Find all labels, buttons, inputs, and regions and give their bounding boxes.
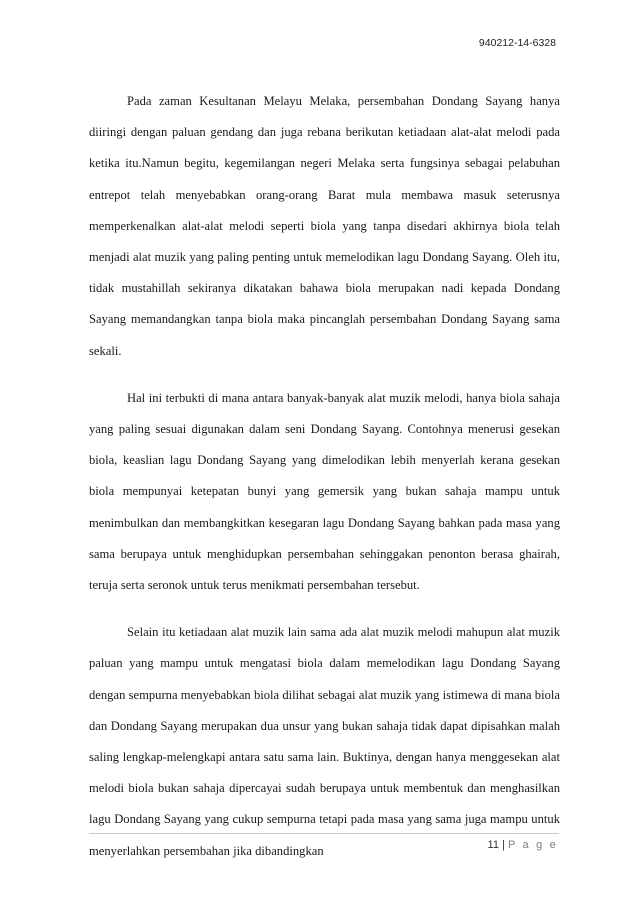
footer-divider <box>89 833 559 834</box>
page-label: P a g e <box>507 839 558 851</box>
paragraph-1: Pada zaman Kesultanan Melayu Melaka, persembahan Dondang Sayang hanya diiringi dengan paluan gendang dan juga rebana berikutan ketiadaan alat-alat melodi pada ketika itu.Namun begitu, kegemilangan negeri Melaka serta fungsinya sebagai pelabuhan entrepot telah menyebabkan orang-orang Barat mula membawa masuk seterusnya memperkenalkan alat-alat melodi seperti biola yang tanpa disedari akhirnya biola telah menjadi alat muzik yang paling penting untuk memelodikan lagu Dondang Sayang. Oleh itu, tidak mustahillah sekiranya dikatakan bahawa biola merupakan nadi kepada Dondang Sayang memandangkan tanpa biola maka pincanglah persembahan Dondang Sayang sama sekali. <box>89 94 560 358</box>
paragraph-3: Selain itu ketiadaan alat muzik lain sama ada alat muzik melodi mahupun alat muzik paluan yang mampu untuk mengatasi biola dalam memelodikan lagu Dondang Sayang dengan sempurna menyebabkan biola dilihat sebagai alat muzik yang istimewa di mana biola dan Dondang Sayang merupakan dua unsur yang bukan sahaja tidak dapat dipisahkan malah saling lengkap-melengkapi antara satu sama lain. Buktinya, dengan hanya menggesekan alat melodi biola bukan sahaja dipercayai sudah berupaya untuk membentuk dan menghasilkan lagu Dondang Sayang yang cukup sempurna tetapi pada masa yang sama juga mampu untuk menyerlahkan persembahan jika dibandingkan <box>89 625 560 858</box>
paragraph-2: Hal ini terbukti di mana antara banyak-banyak alat muzik melodi, hanya biola sahaja yang paling sesuai digunakan dalam seni Dondang Sayang. Contohnya menerusi gesekan biola, keaslian lagu Dondang Sayang yang dimelodikan lebih menyerlah kerana gesekan biola mempunyai ketepatan bunyi yang gemersik yang bukan sahaja mampu untuk menimbulkan dan membangkitkan kesegaran lagu Dondang Sayang bahkan pada masa yang sama berupaya untuk menghidupkan persembahan sehinggakan penonton berasa ghairah, teruja serta seronok untuk terus menikmati persembahan tersebut. <box>89 390 560 593</box>
body-text <box>89 86 560 883</box>
page-separator: | <box>502 839 505 851</box>
page-number: 11 <box>487 839 499 851</box>
document-id-header: 940212-14-6328 <box>478 37 556 49</box>
page-footer <box>488 839 558 851</box>
